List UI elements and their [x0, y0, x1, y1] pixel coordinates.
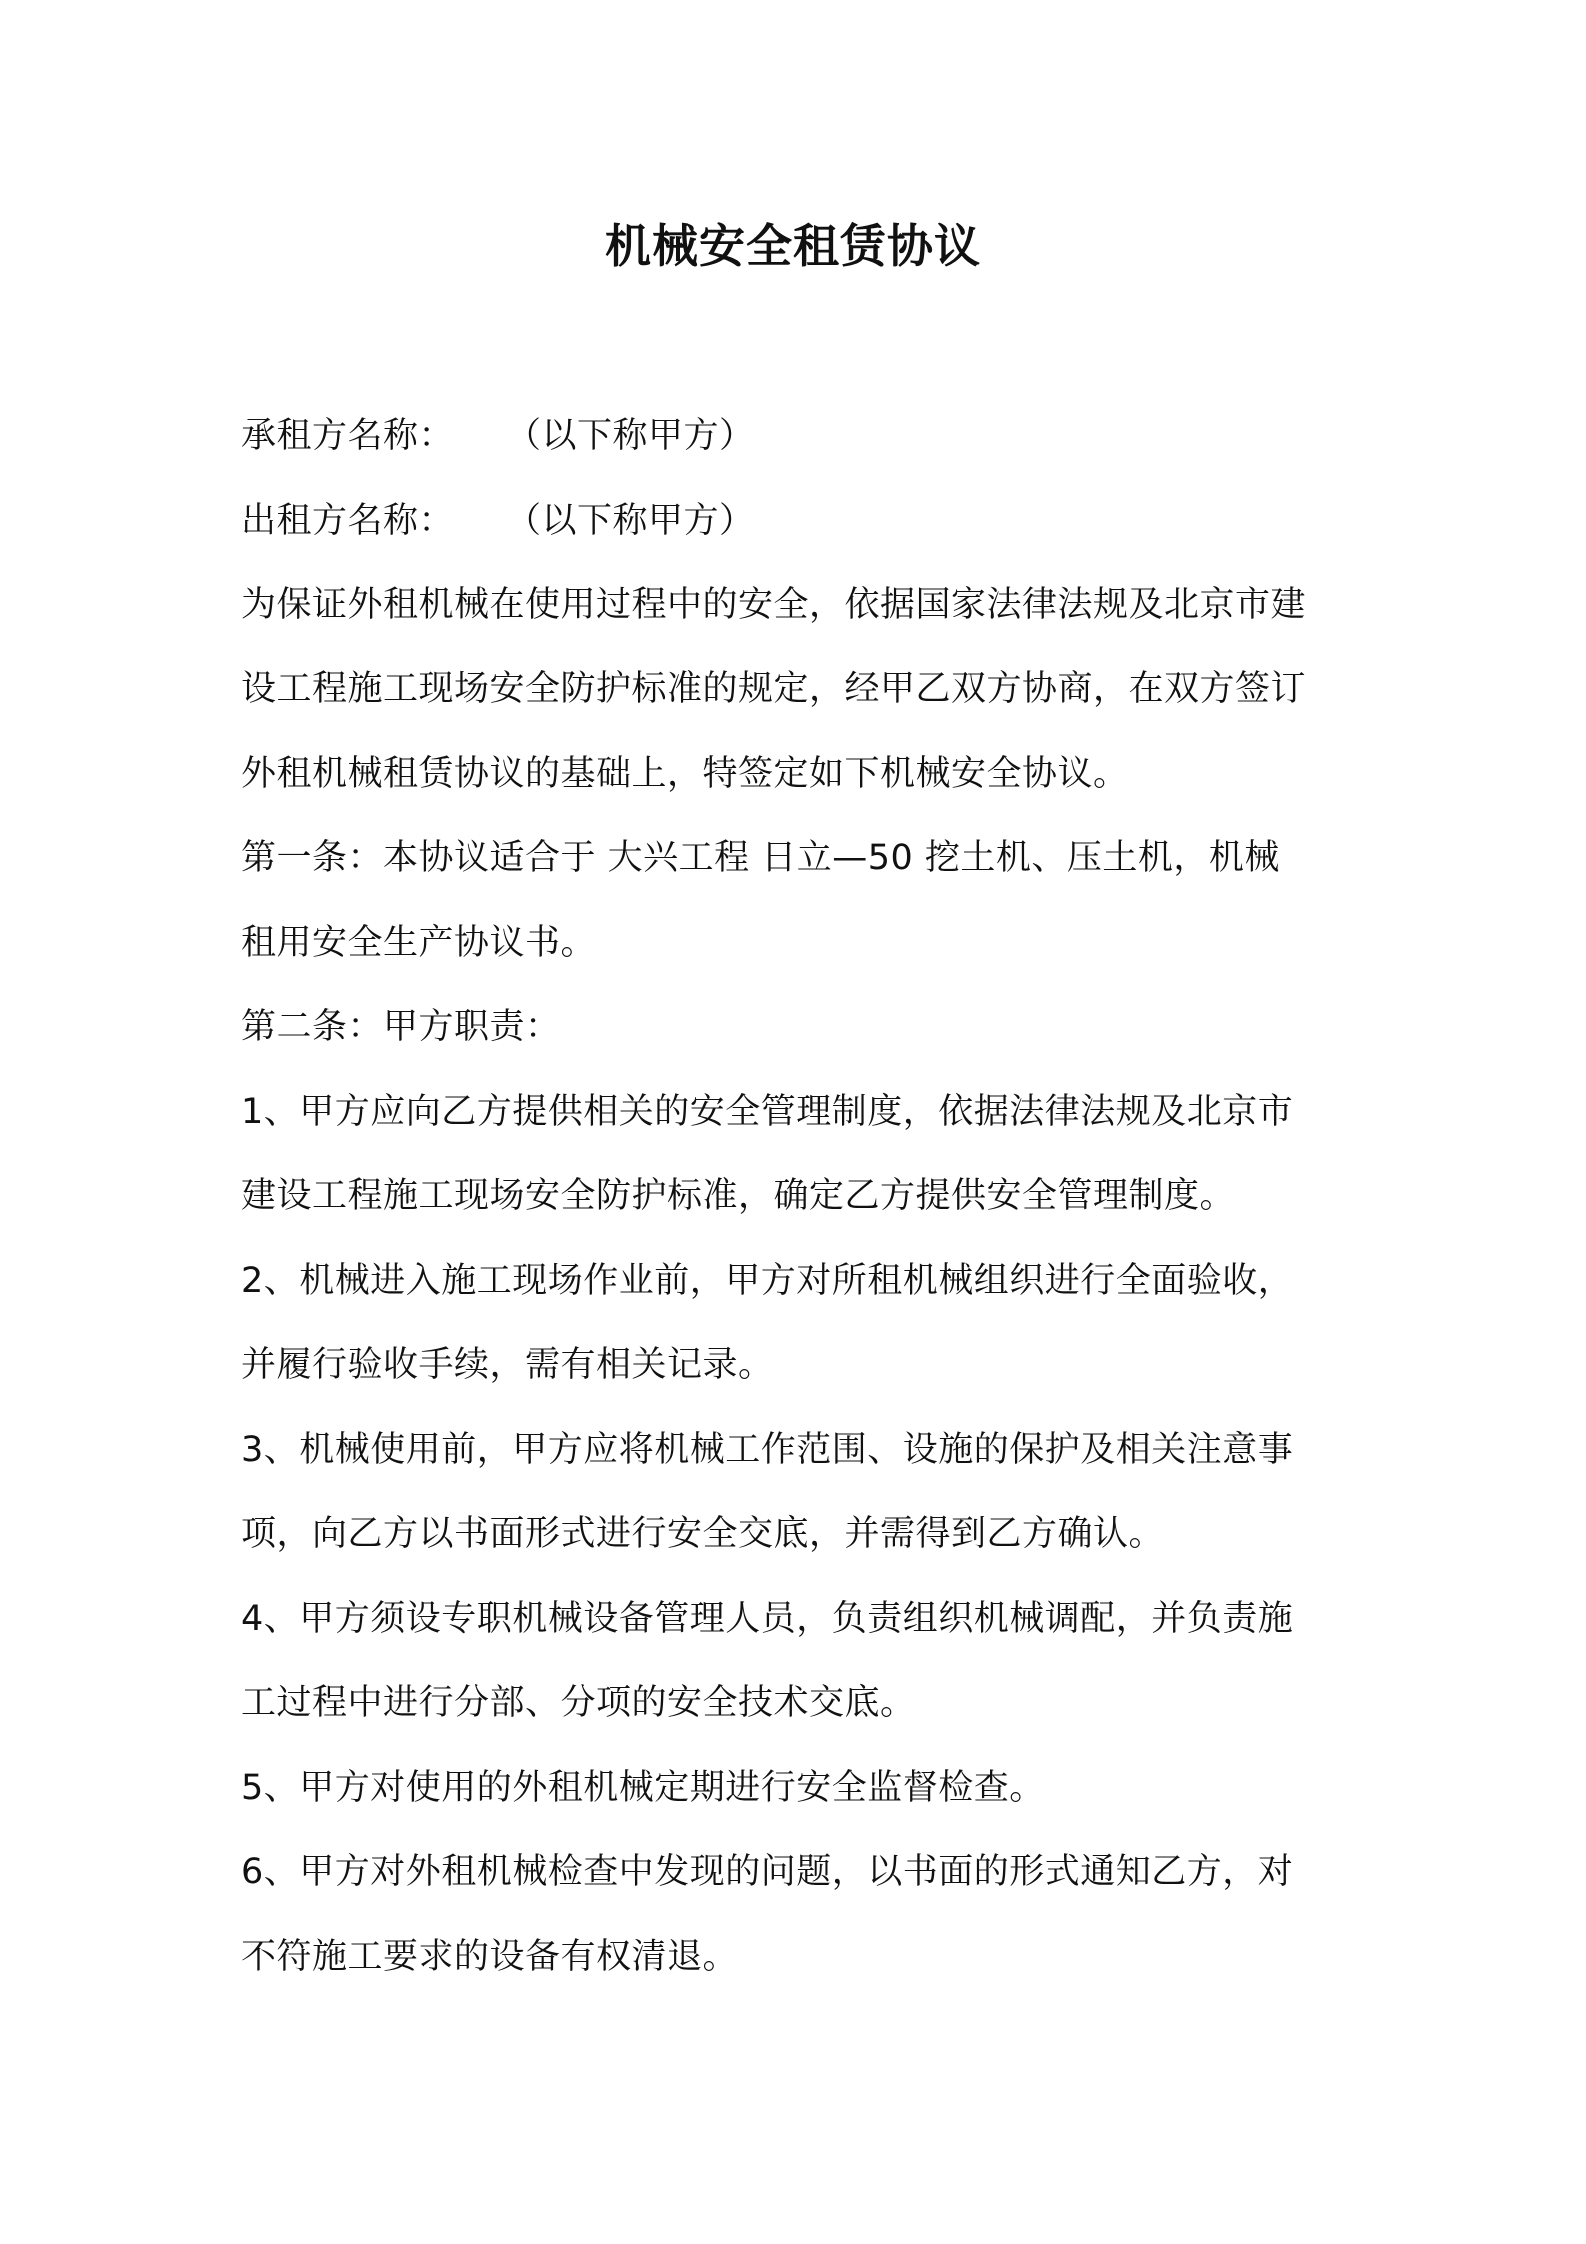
paragraph-line: 工过程中进行分部、分项的安全技术交底。 [241, 1683, 916, 1723]
paragraph-line: 4、甲方须设专职机械设备管理人员，负责组织机械调配，并负责施 [241, 1599, 1294, 1639]
lessee-line [241, 412, 755, 460]
paragraph-line: 项，向乙方以书面形式进行安全交底，并需得到乙方确认。 [241, 1514, 1165, 1554]
paragraph-line: 为保证外租机械在使用过程中的安全，依据国家法律法规及北京市建 [241, 585, 1307, 625]
paragraph-line: 不符施工要求的设备有权清退。 [241, 1937, 739, 1977]
lessee-label: 承租方名称： [241, 416, 455, 456]
paragraph-line: 外租机械租赁协议的基础上，特签定如下机械安全协议。 [241, 754, 1129, 794]
paragraph-line: 并履行验收手续，需有相关记录。 [241, 1345, 774, 1385]
lessee-note: （以下称甲方） [506, 416, 755, 456]
lessor-line [241, 497, 755, 545]
document-title: 机械安全租赁协议 [605, 219, 981, 273]
lessor-label: 出租方名称： [241, 501, 455, 541]
lessor-note: （以下称甲方） [506, 501, 755, 541]
paragraph-line: 3、机械使用前，甲方应将机械工作范围、设施的保护及相关注意事 [241, 1430, 1294, 1470]
paragraph-line: 第二条：甲方职责： [241, 1007, 561, 1047]
paragraph-line: 建设工程施工现场安全防护标准，确定乙方提供安全管理制度。 [241, 1176, 1236, 1216]
paragraph-line: 2、机械进入施工现场作业前，甲方对所租机械组织进行全面验收， [241, 1261, 1294, 1301]
paragraph-line: 1、甲方应向乙方提供相关的安全管理制度，依据法律法规及北京市 [241, 1092, 1294, 1132]
paragraph-line: 租用安全生产协议书。 [241, 923, 597, 963]
paragraph-line: 第一条：本协议适合于 大兴工程 日立—50 挖土机、压土机，机械 [241, 838, 1280, 878]
paragraph-line: 设工程施工现场安全防护标准的规定，经甲乙双方协商，在双方签订 [241, 669, 1307, 709]
paragraph-line: 5、甲方对使用的外租机械定期进行安全监督检查。 [241, 1768, 1045, 1808]
paragraph-line: 6、甲方对外租机械检查中发现的问题，以书面的形式通知乙方，对 [241, 1852, 1294, 1892]
